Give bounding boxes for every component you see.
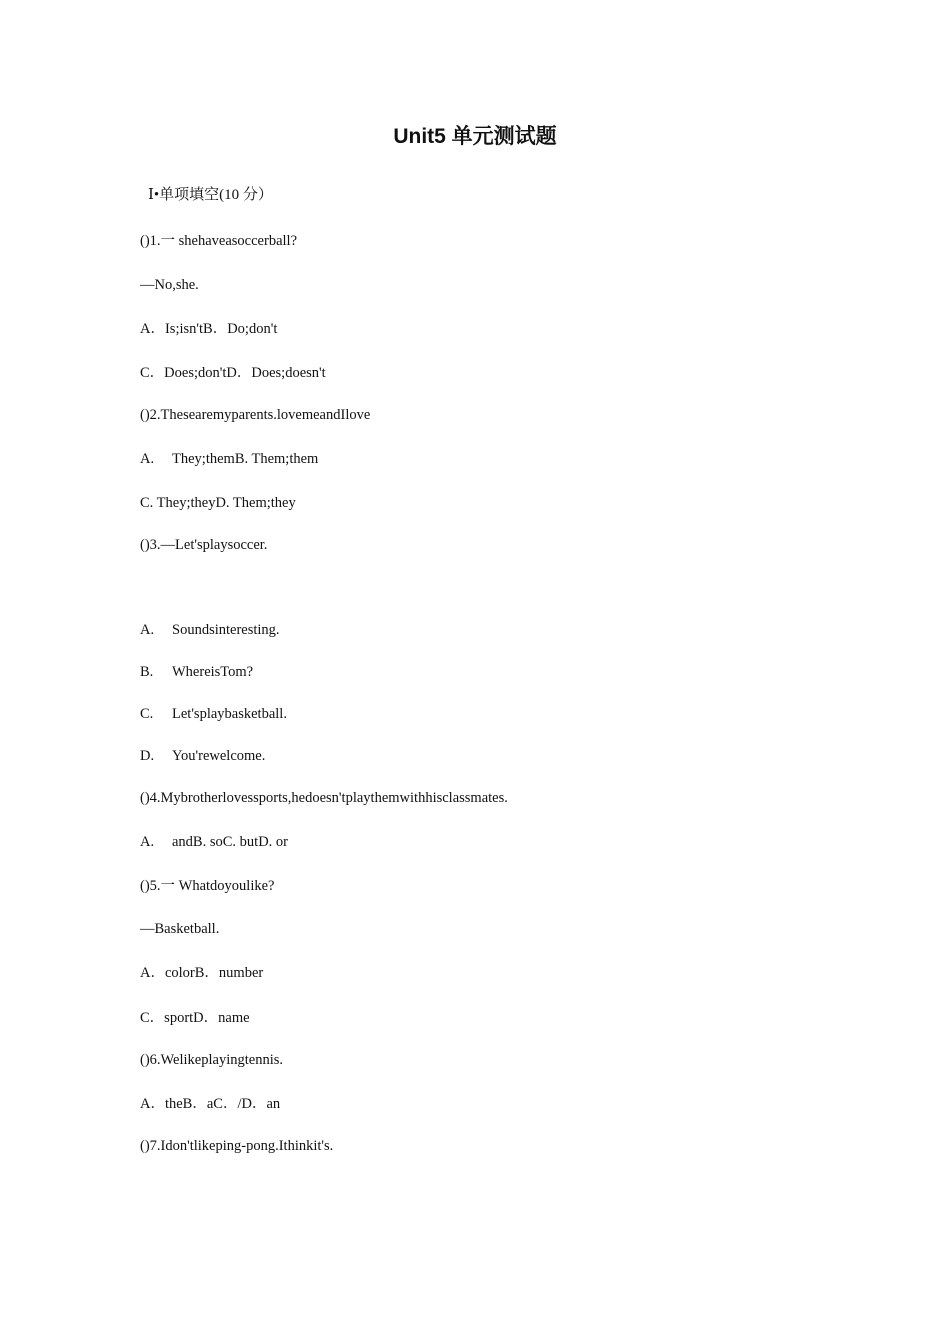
option-text: WhereisTom?: [172, 664, 254, 680]
question-3-option-d: [140, 747, 265, 765]
option-text: They;themB. Them;them: [172, 451, 319, 467]
question-1: ()1.一 shehaveasoccerball?: [140, 233, 298, 249]
question-2-options-ab: [140, 450, 318, 468]
option-letter: A.: [140, 834, 155, 850]
question-5-answer: —Basketball.: [140, 921, 220, 937]
section-heading: Ⅰ•单项填空(10 分）: [148, 187, 273, 203]
question-3-option-a: [140, 621, 280, 639]
question-1-answer: —No,she.: [140, 277, 199, 293]
question-5: ()5.一 Whatdoyoulike?: [140, 878, 275, 894]
option-letter: B.: [140, 664, 154, 680]
question-1-options-cd: C．Does;don'tD．Does;doesn't: [140, 365, 326, 381]
option-letter: A.: [140, 622, 155, 638]
question-2-options-cd: C. They;theyD. Them;they: [140, 495, 296, 511]
question-6-options: A．theB．aC．/D．an: [140, 1096, 281, 1112]
question-3-option-c: [140, 705, 287, 723]
page-title: Unit5 单元测试题: [393, 125, 557, 148]
question-6: ()6.Welikeplayingtennis.: [140, 1052, 283, 1068]
question-4: ()4.Mybrotherlovessports,hedoesn'tplaythemwithhisclassmates.: [140, 790, 508, 806]
option-text: andB. soC. butD. or: [172, 834, 288, 850]
question-7: ()7.Idon'tlikeping-pong.Ithinkit's.: [140, 1138, 334, 1154]
question-3: ()3.—Let'splaysoccer.: [140, 537, 268, 553]
question-4-options: [140, 833, 288, 851]
question-5-options-ab: A．colorB．number: [140, 965, 264, 981]
question-2: ()2.Thesearemyparents.lovemeandIlove: [140, 407, 371, 423]
option-text: Soundsinteresting.: [172, 622, 280, 638]
option-text: You'rewelcome.: [172, 748, 266, 764]
option-letter: C.: [140, 706, 154, 722]
question-1-options-ab: A．Is;isn'tB．Do;don't: [140, 321, 278, 337]
option-text: Let'splaybasketball.: [172, 706, 287, 722]
option-letter: D.: [140, 748, 155, 764]
question-5-options-cd: C．sportD．name: [140, 1010, 250, 1026]
question-3-option-b: [140, 663, 253, 681]
option-letter: A.: [140, 451, 155, 467]
